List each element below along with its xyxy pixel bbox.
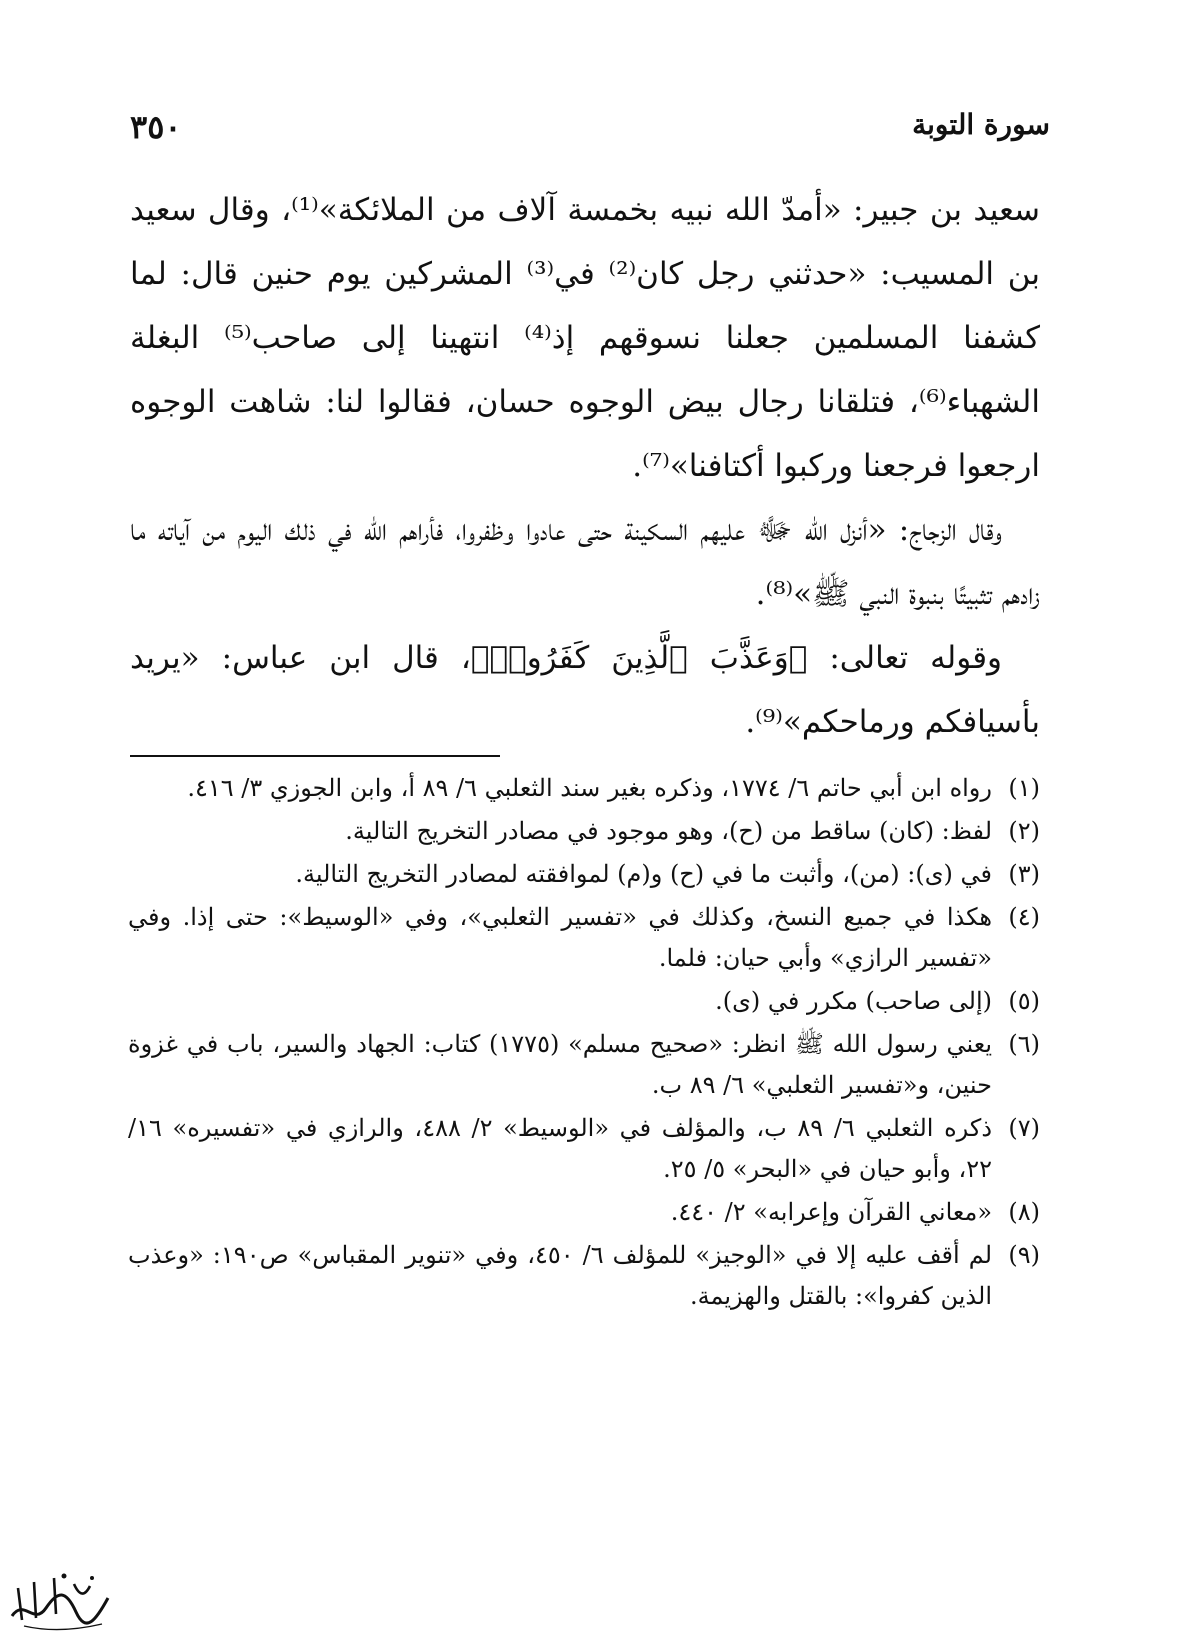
footnote-number: (٧): [1008, 1114, 1040, 1142]
paragraph: وقوله تعالى: ﴿وَعَذَّبَ ٱلَّذِينَ كَفَرُوا۟﴾، قال ابن عباس: «يريد بأسيافكم ورماحكم»⁽⁹⁾.: [130, 640, 1040, 740]
footnote: [128, 897, 1040, 979]
footnote-number: (٥): [1008, 987, 1040, 1015]
main-text: [130, 178, 1040, 754]
footnote-number: (٩): [1008, 1241, 1040, 1269]
footnote-text: هكذا في جميع النسخ، وكذلك في «تفسير الثعلبي»، وفي «الوسيط»: حتى إذا. وفي «تفسير الرازي» وأبي حيان: فلما.: [128, 903, 992, 972]
footnote-text: في (ى): (من)، وأثبت ما في (ح) و(م) لموافقته لمصادر التخريج التالية.: [295, 860, 992, 888]
footnote-text: (إلى صاحب) مكرر في (ى).: [715, 987, 992, 1015]
footnote-number: (٤): [1008, 903, 1040, 931]
footnote-text: «معاني القرآن وإعرابه» ٢/ ٤٤٠.: [670, 1198, 992, 1226]
paragraph: وقال الزجاج: «أنزل الله ﷻ عليهم السكينة حتى عادوا وظفروا، فأراهم الله في ذلك اليوم من آياته ما زادهم تثبيتًا بنبوة النبي ﷺ»⁽⁸⁾.: [130, 512, 1040, 612]
page-number: ٣٥٠: [130, 108, 182, 146]
footnote-text: ذكره الثعلبي ٦/ ٨٩ ب، والمؤلف في «الوسيط» ٢/ ٤٨٨، والرازي في «تفسيره» ١٦/ ٢٢، وأبو حيان في «البحر» ٥/ ٢٥.: [128, 1114, 993, 1183]
publisher-logo: [4, 1568, 116, 1638]
footnote: [128, 854, 1040, 895]
footnote: [128, 811, 1040, 852]
footnote-text: يعني رسول الله ﷺ انظر: «صحيح مسلم» (١٧٧٥) كتاب: الجهاد والسير، باب في غزوة حنين، و«تفسير الثعلبي» ٦/ ٨٩ ب.: [128, 1030, 993, 1099]
footnote: [128, 1192, 1040, 1233]
footnote: [128, 1235, 1040, 1317]
footnote-text: رواه ابن أبي حاتم ٦/ ١٧٧٤، وذكره بغير سند الثعلبي ٦/ ٨٩ أ، وابن الجوزي ٣/ ٤١٦.: [187, 774, 992, 802]
footnotes: [128, 768, 1040, 1319]
footnote: [128, 1024, 1040, 1106]
footnote-number: (٨): [1008, 1198, 1040, 1226]
paragraph: سعيد بن جبير: «أمدّ الله نبيه بخمسة آلاف من الملائكة»⁽¹⁾، وقال سعيد بن المسيب: «حدثني رجل كان⁽²⁾ في⁽³⁾ المشركين يوم حنين قال: لما كشفنا المسلمين جعلنا نسوقهم إذ⁽⁴⁾ انتهينا إلى صاحب⁽⁵⁾ البغلة الشهباء⁽⁶⁾، فتلقانا رجال بيض الوجوه حسان، فقالوا لنا: شاهت الوجوه ارجعوا فرجعنا وركبوا أكتافنا»⁽⁷⁾.: [130, 192, 1040, 484]
footnote-divider: [130, 755, 500, 757]
footnote-text: لفظ: (كان) ساقط من (ح)، وهو موجود في مصادر التخريج التالية.: [345, 817, 992, 845]
footnote-number: (٣): [1008, 860, 1040, 888]
footnote-number: (٢): [1008, 817, 1040, 845]
running-title: سورة التوبة: [912, 108, 1050, 141]
calligraphy-logo-icon: [4, 1568, 116, 1638]
footnote: [128, 981, 1040, 1022]
footnote-number: (٦): [1008, 1030, 1040, 1058]
footnote: [128, 1108, 1040, 1190]
page-header: [130, 108, 1050, 158]
footnote-number: (١): [1008, 774, 1040, 802]
footnote: [128, 768, 1040, 809]
footnote-text: لم أقف عليه إلا في «الوجيز» للمؤلف ٦/ ٤٥٠، وفي «تنوير المقباس» ص١٩٠: «وعذب الذين كفروا»: بالقتل والهزيمة.: [128, 1241, 993, 1310]
